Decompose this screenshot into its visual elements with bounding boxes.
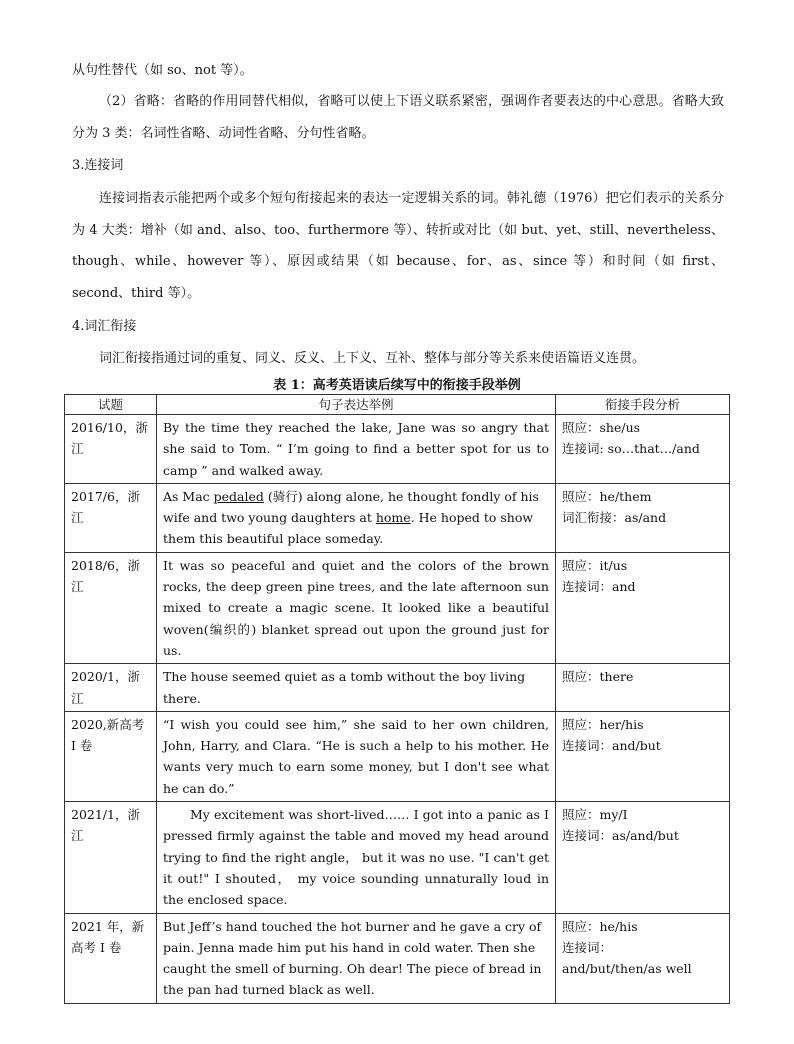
analysis-line: 连接词：and/but [562,738,661,754]
exam-cell: 2016/10，浙江 [65,415,157,484]
sentence-cell: My excitement was short-lived…… I got into a panic as I pressed firmly against the table and moved my head around trying to find the right angle， but it was no use. "I can't get it out!" I shouted， my voice sounding unnaturally loud in the enclosed space. [157,802,556,913]
table-row [65,664,730,712]
sentence-cell: By the time they reached the lake, Jane was so angry that she said to Tom. “ I’m going to find a better spot for us to camp ” and walked away. [157,415,556,484]
exam-cell: 2021/1，浙江 [65,802,157,913]
analysis-cell [556,415,730,484]
underlined-word: home [375,510,411,526]
exam-cell: 2021 年，新高考 I 卷 [65,913,157,1003]
analysis-line: 照应：he/his [562,918,638,934]
analysis-line: 照应：her/his [562,716,644,732]
analysis-cell [556,483,730,552]
analysis-line: 照应：my/I [562,807,628,823]
heading-lexical-cohesion: 4.词汇衔接 [72,319,137,334]
table-row [65,483,730,552]
sentence-cell: “I wish you could see him,” she said to her own children, John, Harry, and Clara. “He is such a help to his mother. He wants very much to earn some money, but I don't see what he can do.” [157,711,556,801]
analysis-cell [556,913,730,1003]
analysis-line: 照应：there [562,669,634,685]
analysis-line: 照应：he/them [562,488,652,504]
analysis-line: 连接词: so…that…/and [562,441,700,457]
analysis-line: 词汇衔接：as/and [562,510,667,526]
sentence-cell: But Jeff’s hand touched the hot burner and he gave a cry of pain. Jenna made him put his hand in cold water. Then she caught the smell of burning. Oh dear! The piece of bread in the pan had turned black as well. [157,913,556,1003]
exam-cell: 2017/6，浙江 [65,483,157,552]
header-analysis: 衔接手段分析 [556,395,730,415]
analysis-line: 连接词：and [562,579,636,595]
header-sentence: 句子表达举例 [157,395,556,415]
table-header-row [65,395,730,415]
sentence-cell: The house seemed quiet as a tomb without the boy living there. [157,664,556,712]
cohesion-examples-table [64,394,730,1004]
table-row [65,415,730,484]
analysis-cell [556,664,730,712]
exam-cell: 2020/1，浙江 [65,664,157,712]
table-caption: 表 1：高考英语读后续写中的衔接手段举例 [273,378,521,393]
sentence-cell: It was so peaceful and quiet and the colors of the brown rocks, the deep green pine trees, and the late afternoon sun mixed to create a magic scene. It looked like a beautiful woven(编织的) blanket spread out upon the ground just for us. [157,552,556,663]
paragraph-substitution-end: 从句性替代（如 so、not 等）。 [72,63,253,78]
analysis-cell [556,802,730,913]
heading-conjunctions: 3.连接词 [72,158,124,173]
sentence-text: . He hoped to show them this beautiful place someday. [163,510,534,547]
analysis-cell [556,711,730,801]
table-row [65,913,730,1003]
analysis-line: 连接词： [562,939,613,955]
analysis-line: 照应：she/us [562,420,641,435]
analysis-line: 连接词：as/and/but [562,828,679,844]
table-row [65,552,730,663]
paragraph-ellipsis: （2）省略：省略的作用同替代相似，省略可以使上下语义联系紧密，强调作者要表达的中心意思。省略大致分为 3 类：名词性省略、动词性省略、分句性省略。 [72,94,724,141]
sentence-cell [157,483,556,552]
paragraph-conjunctions: 连接词指表示能把两个或多个短句衔接起来的表达一定逻辑关系的词。韩礼德（1976）把它们表示的关系分为 4 大类：增补（如 and、also、too、furthermore 等）、转折或对比（如 but、yet、still、nevertheless、though、while、however 等）、原因或结果（如 because、for、as、since 等）和时间（如 first、second、third 等）。 [72,191,724,301]
analysis-line: and/but/then/as well [562,961,692,977]
table-row [65,711,730,801]
analysis-cell [556,552,730,663]
sentence-text: (骑行) along alone, he thought fondly of his wife and two young daughters at [163,488,539,526]
paragraph-lexical-cohesion: 词汇衔接指通过词的重复、同义、反义、上下义、互补、整体与部分等关系来使语篇语义连贯。 [99,351,646,366]
table-row [65,802,730,913]
analysis-line: 照应：it/us [562,557,628,573]
exam-cell: 2018/6，浙江 [65,552,157,663]
underlined-word: pedaled [213,488,264,504]
header-exam: 试题 [65,395,157,415]
exam-cell: 2020,新高考 I 卷 [65,711,157,801]
sentence-text: As Mac [163,488,214,504]
